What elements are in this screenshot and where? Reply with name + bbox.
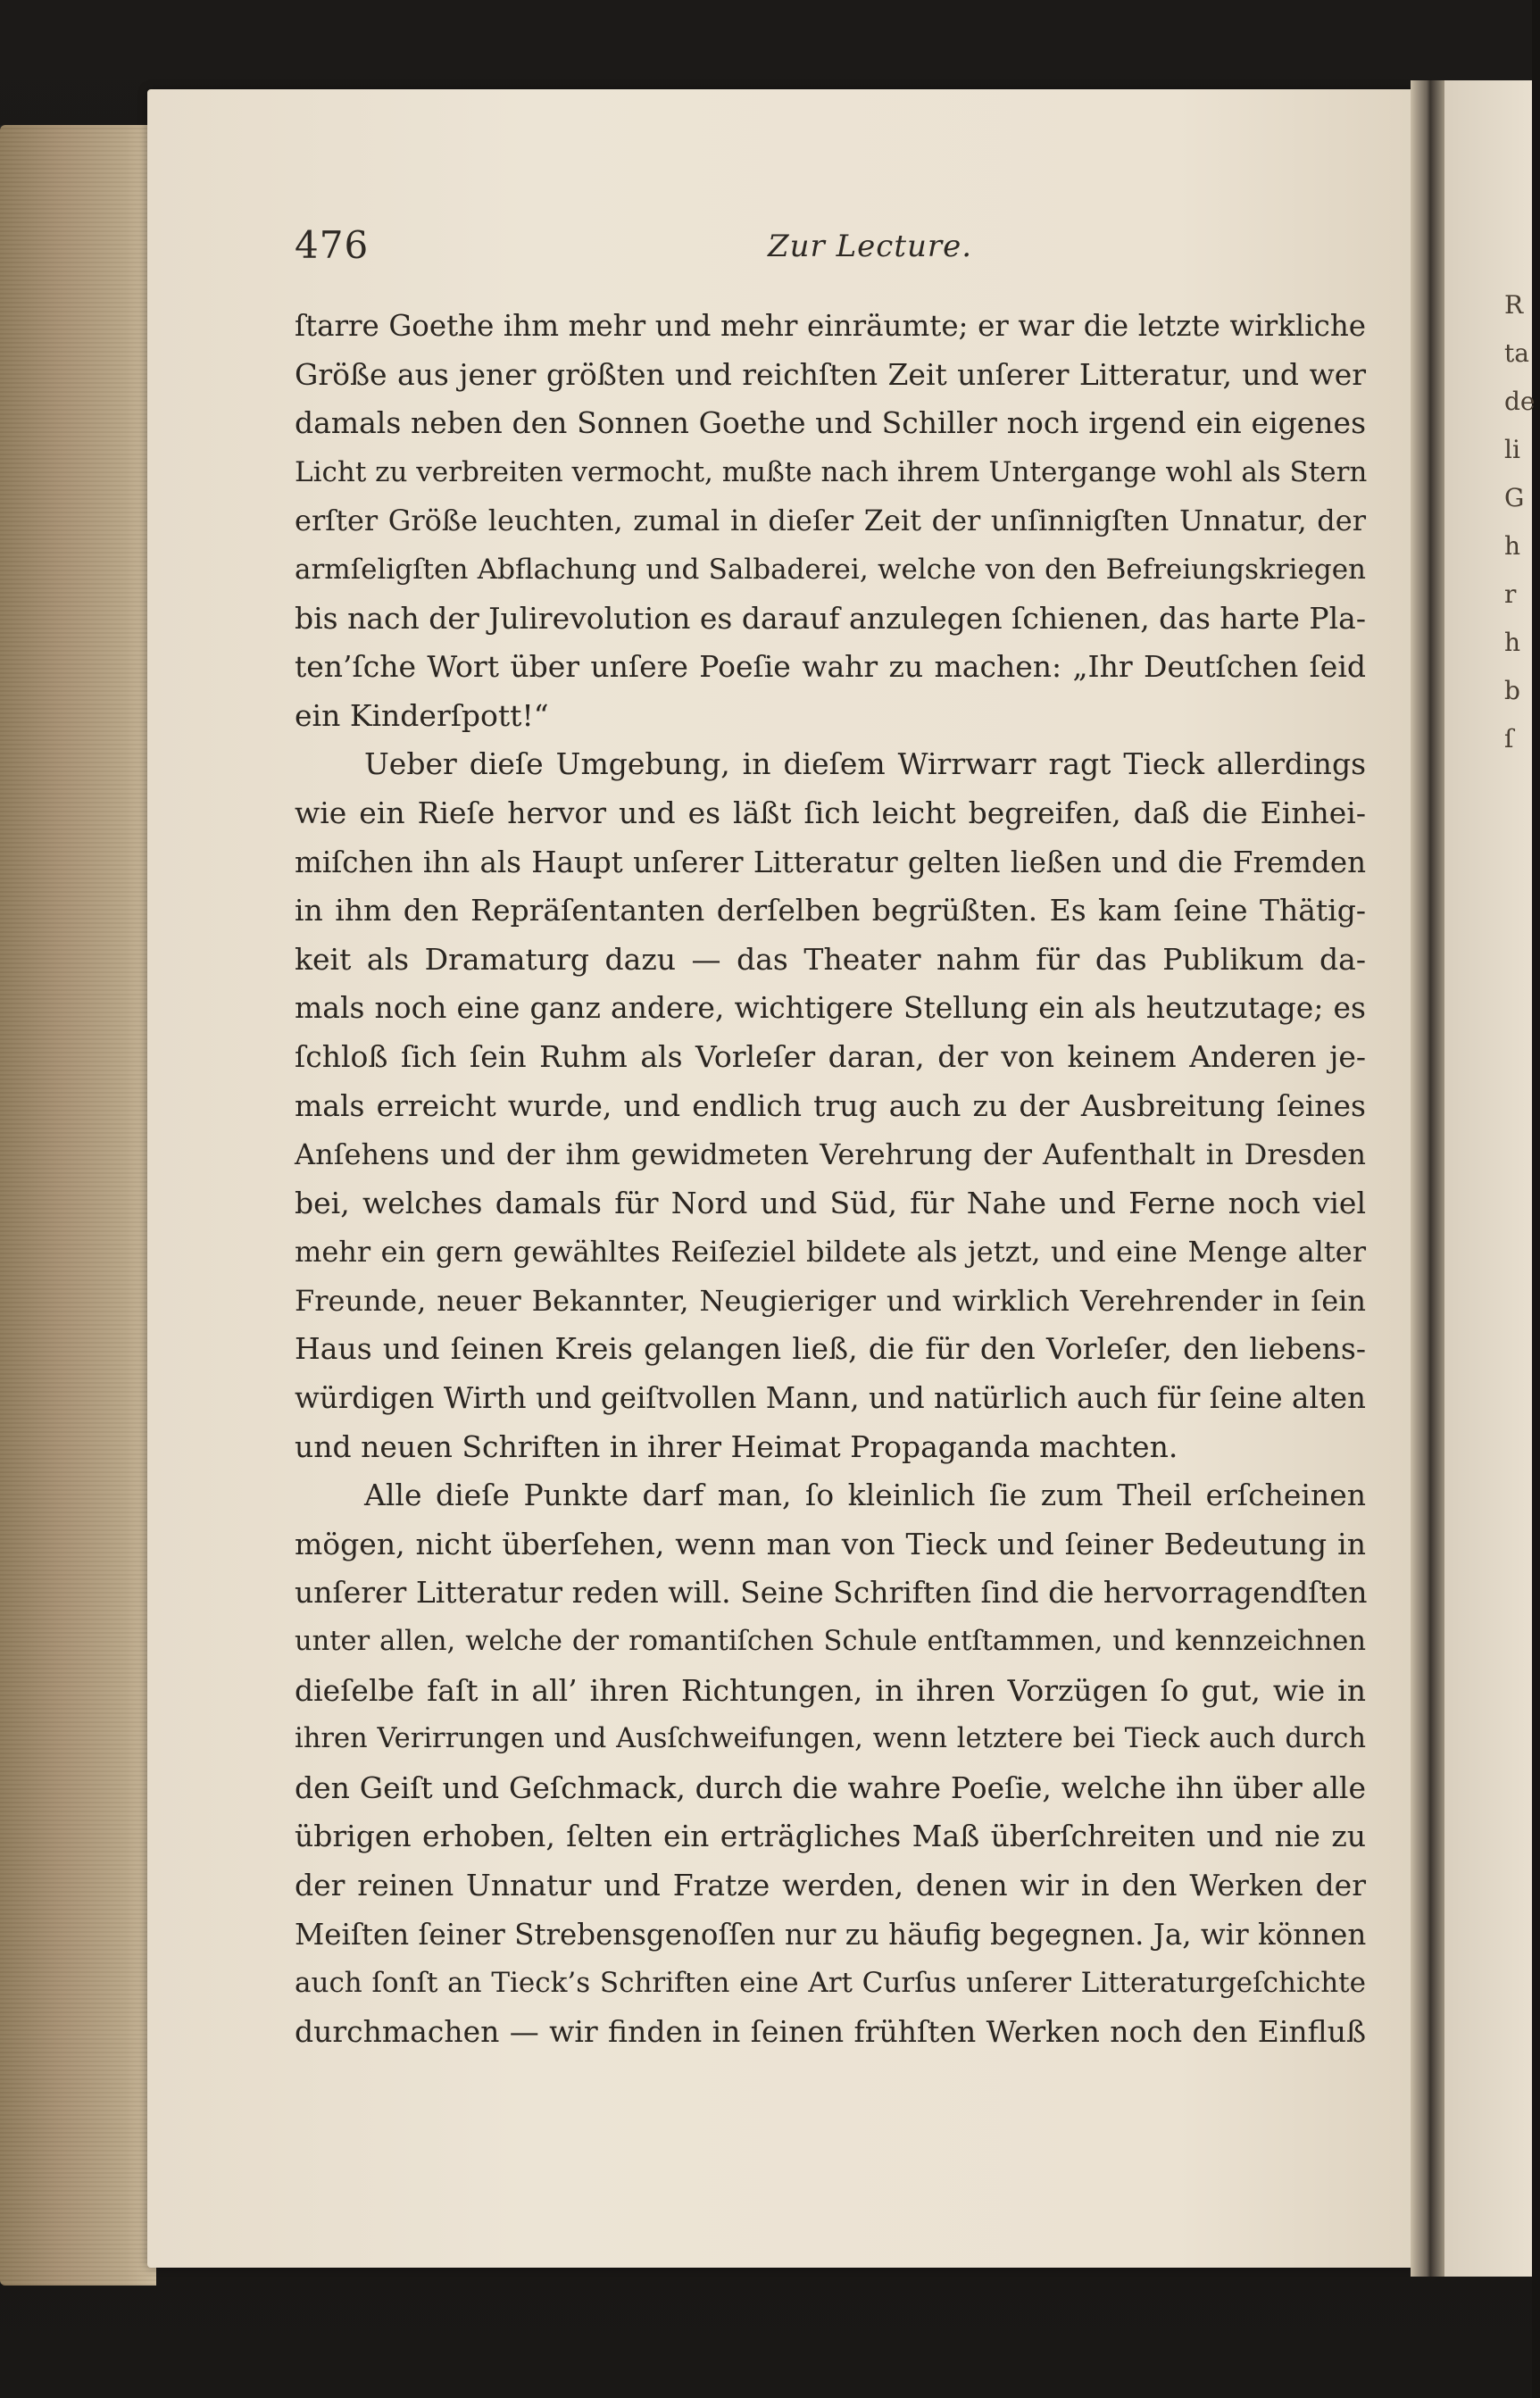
text-line: dieſelbe faſt in all’ ihren Richtungen, in ihren Vorzügen ſo gut, wie in xyxy=(295,1672,1366,1708)
text-line: durchmachen — wir finden in ſeinen frühſten Werken noch den Einfluß xyxy=(295,2013,1366,2049)
fragment-line: r xyxy=(1504,579,1517,609)
text-line: den Geiſt und Geſchmack, durch die wahre Poeſie, welche ihn über alle xyxy=(295,1769,1366,1805)
text-line: ihren Verirrungen und Ausſchweifungen, wenn letztere bei Tieck auch durch xyxy=(295,1723,1366,1755)
text-line: mehr ein gern gewähltes Reiſeziel bildete als jetzt, und eine Menge alter xyxy=(295,1235,1366,1270)
text-line: ten’ſche Wort über unſere Poeſie wahr zu machen: „Ihr Deutſchen ſeid xyxy=(295,649,1366,685)
text-line: armſeligſten Abflachung und Salbaderei, welche von den Befreiungskriegen xyxy=(295,553,1366,586)
text-line: Größe aus jener größten und reichſten Zeit unſerer Litteratur, und wer xyxy=(295,356,1366,392)
running-head: Zur Lecture. xyxy=(768,229,973,264)
fragment-line: ſ xyxy=(1504,724,1514,754)
body-text xyxy=(295,302,1366,2056)
text-line: würdigen Wirth und geiſtvollen Mann, und natürlich auch für ſeine alten xyxy=(295,1381,1366,1416)
text-line: Anſehens und der ihm gewidmeten Verehrung der Aufenthalt in Dresden xyxy=(295,1137,1366,1172)
text-line: Meiſten ſeiner Strebensgenoſſen nur zu häufig begegnen. Ja, wir können xyxy=(295,1917,1367,1952)
text-line: mögen, nicht überſehen, wenn man von Tieck und ſeiner Bedeutung in xyxy=(295,1526,1366,1561)
fragment-line: R xyxy=(1504,290,1524,320)
text-line: miſchen ihn als Haupt unſerer Litteratur gelten ließen und die Fremden xyxy=(295,845,1366,879)
fragment-line: b xyxy=(1504,676,1520,705)
book-fore-edge xyxy=(0,125,156,2286)
book-gutter xyxy=(1411,80,1446,2277)
text-line: bis nach der Julirevolution es darauf anzulegen ſchienen, das harte Pla- xyxy=(295,600,1366,636)
text-line: mals erreicht wurde, und endlich trug auch zu der Ausbreitung ſeines xyxy=(295,1087,1366,1123)
text-line: übrigen erhoben, ſelten ein erträgliches Maß überſchreiten und nie zu xyxy=(295,1819,1366,1854)
fragment-line: de xyxy=(1504,387,1536,416)
fragment-line: G xyxy=(1504,483,1525,512)
text-line: damals neben den Sonnen Goethe und Schiller noch irgend ein eigenes xyxy=(295,405,1366,441)
text-line: ſchloß ſich ſein Ruhm als Vorleſer daran, der von keinem Anderen je- xyxy=(295,1038,1366,1074)
text-line: wie ein Rieſe hervor und es läßt ſich leicht begreifen, daß die Einhei- xyxy=(295,795,1366,830)
page-number: 476 xyxy=(295,223,370,267)
text-line: Haus und ſeinen Kreis gelangen ließ, die für den Vorleſer, den liebens- xyxy=(295,1331,1366,1367)
text-line: unſerer Litteratur reden will. Seine Schriften ſind die hervorragendſten xyxy=(295,1575,1368,1611)
text-line: mals noch eine ganz andere, wichtigere Stellung ein als heutzutage; es xyxy=(295,990,1366,1026)
text-line: keit als Dramaturg dazu — das Theater nahm für das Publikum da- xyxy=(295,941,1366,977)
text-line: erſter Größe leuchten, zumal in dieſer Zeit der unſinnigſten Unnatur, der xyxy=(295,504,1366,538)
text-line: ſtarre Goethe ihm mehr und mehr einräumte; er war die letzte wirkliche xyxy=(295,309,1366,343)
page-header xyxy=(295,223,1366,277)
text-line: der reinen Unnatur und Fratze werden, denen wir in den Werken der xyxy=(295,1868,1366,1903)
text-line: auch ſonſt an Tieck’s Schriften eine Art Curſus unſerer Litteraturgeſchichte xyxy=(295,1967,1366,2000)
text-line: Licht zu verbreiten vermocht, mußte nach ihrem Untergange wohl als Stern xyxy=(295,455,1368,488)
fragment-line: li xyxy=(1504,435,1520,464)
right-page-fragment xyxy=(1504,281,1540,763)
text-line: ein Kinderſpott!“ xyxy=(295,697,549,733)
text-line: Freunde, neuer Bekannter, Neugieriger und wirklich Verehrender in ſein xyxy=(295,1283,1366,1318)
fragment-line: ta xyxy=(1504,338,1529,368)
text-line: unter allen, welche der romantiſchen Schule entſtammen, und kennzeichnen xyxy=(295,1626,1366,1658)
text-line: in ihm den Repräſentanten derſelben begrüßten. Es kam ſeine Thätig- xyxy=(295,893,1366,928)
text-line: Ueber dieſe Umgebung, in dieſem Wirrwarr ragt Tieck allerdings xyxy=(364,746,1366,782)
text-line: Alle dieſe Punkte darf man, ſo kleinlich ſie zum Theil erſcheinen xyxy=(364,1478,1366,1513)
fragment-line: h xyxy=(1504,531,1521,561)
fragment-line: h xyxy=(1504,628,1521,657)
text-line: und neuen Schriften in ihrer Heimat Propaganda machten. xyxy=(295,1428,1178,1464)
text-line: bei, welches damals für Nord und Süd, für Nahe und Ferne noch viel xyxy=(295,1185,1366,1220)
